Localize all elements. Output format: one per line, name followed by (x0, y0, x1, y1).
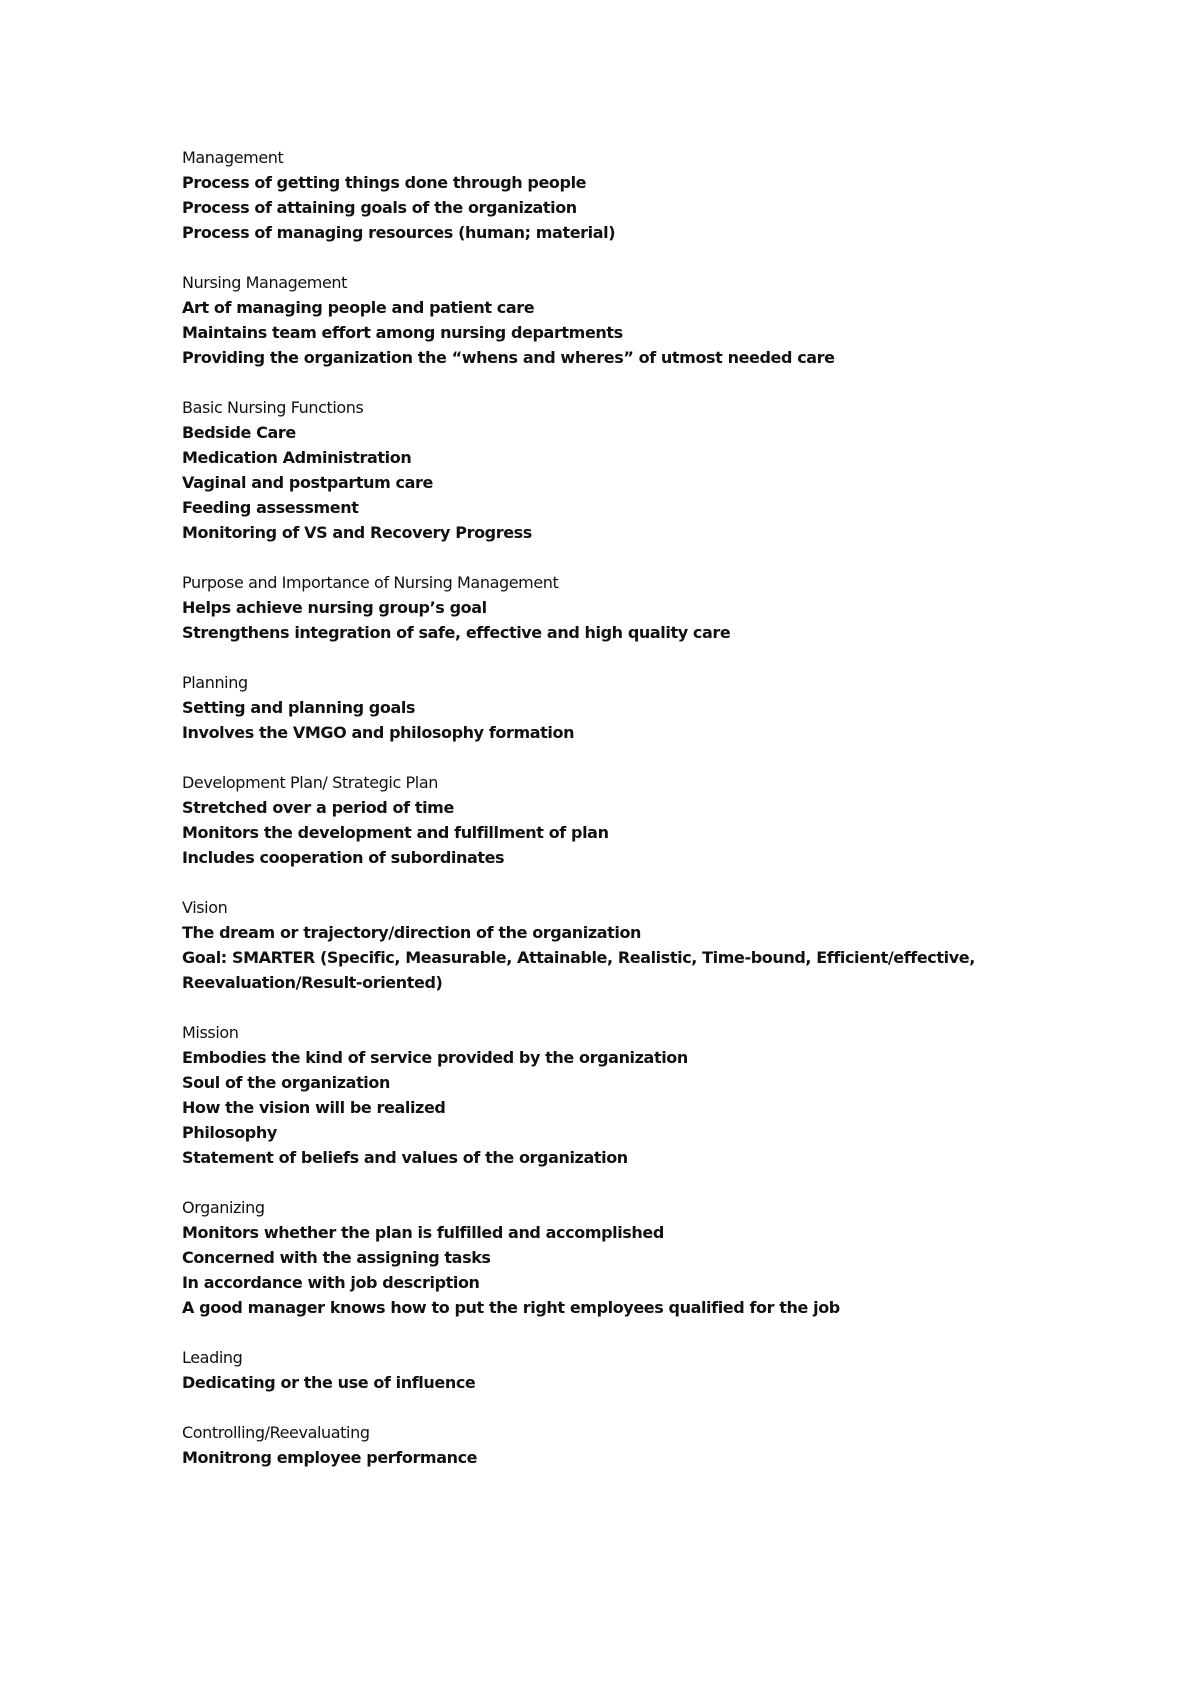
section-line: Maintains team effort among nursing departments (182, 323, 623, 342)
section-8 (182, 1020, 1142, 1170)
section-3 (182, 395, 1142, 545)
section-2 (182, 270, 1142, 370)
section-line: Reevaluation/Result-oriented) (182, 973, 443, 992)
section-line: Bedside Care (182, 423, 296, 442)
section-line: Vaginal and postpartum care (182, 473, 433, 492)
section-line: Medication Administration (182, 448, 412, 467)
section-line: The dream or trajectory/direction of the organization (182, 923, 642, 942)
section-line: Art of managing people and patient care (182, 298, 535, 317)
section-heading: Vision (182, 898, 228, 917)
section-line: Statement of beliefs and values of the organization (182, 1148, 628, 1167)
section-line: Monitrong employee performance (182, 1448, 478, 1467)
section-line: Helps achieve nursing group’s goal (182, 598, 487, 617)
document-page (182, 145, 1142, 1495)
section-6 (182, 770, 1142, 870)
section-line: Involves the VMGO and philosophy formation (182, 723, 575, 742)
section-heading: Planning (182, 673, 248, 692)
section-line: A good manager knows how to put the right employees qualified for the job (182, 1298, 840, 1317)
section-line: Process of attaining goals of the organization (182, 198, 577, 217)
section-line: Providing the organization the “whens and wheres” of utmost needed care (182, 348, 835, 367)
section-line: Process of managing resources (human; material) (182, 223, 616, 242)
section-heading: Basic Nursing Functions (182, 398, 364, 417)
section-heading: Management (182, 148, 284, 167)
section-line: Dedicating or the use of influence (182, 1373, 476, 1392)
section-line: Stretched over a period of time (182, 798, 454, 817)
section-7 (182, 895, 1142, 995)
section-1 (182, 145, 1142, 245)
section-line: Feeding assessment (182, 498, 359, 517)
section-heading: Controlling/Reevaluating (182, 1423, 370, 1442)
section-heading: Leading (182, 1348, 243, 1367)
section-5 (182, 670, 1142, 745)
section-line: Setting and planning goals (182, 698, 416, 717)
section-line: In accordance with job description (182, 1273, 480, 1292)
section-line: How the vision will be realized (182, 1098, 446, 1117)
section-11 (182, 1420, 1142, 1470)
section-heading: Organizing (182, 1198, 265, 1217)
section-heading: Purpose and Importance of Nursing Management (182, 573, 559, 592)
section-heading: Mission (182, 1023, 239, 1042)
section-line: Philosophy (182, 1123, 277, 1142)
section-line: Monitors the development and fulfillment of plan (182, 823, 609, 842)
section-line: Embodies the kind of service provided by the organization (182, 1048, 688, 1067)
section-line: Monitoring of VS and Recovery Progress (182, 523, 532, 542)
section-4 (182, 570, 1142, 645)
section-line: Goal: SMARTER (Specific, Measurable, Attainable, Realistic, Time-bound, Efficient/effective, (182, 948, 975, 967)
section-heading: Development Plan/ Strategic Plan (182, 773, 438, 792)
section-9 (182, 1195, 1142, 1320)
section-line: Process of getting things done through people (182, 173, 587, 192)
section-line: Concerned with the assigning tasks (182, 1248, 491, 1267)
section-heading: Nursing Management (182, 273, 348, 292)
section-line: Monitors whether the plan is fulfilled and accomplished (182, 1223, 664, 1242)
section-10 (182, 1345, 1142, 1395)
section-line: Includes cooperation of subordinates (182, 848, 505, 867)
section-line: Strengthens integration of safe, effective and high quality care (182, 623, 731, 642)
section-line: Soul of the organization (182, 1073, 390, 1092)
